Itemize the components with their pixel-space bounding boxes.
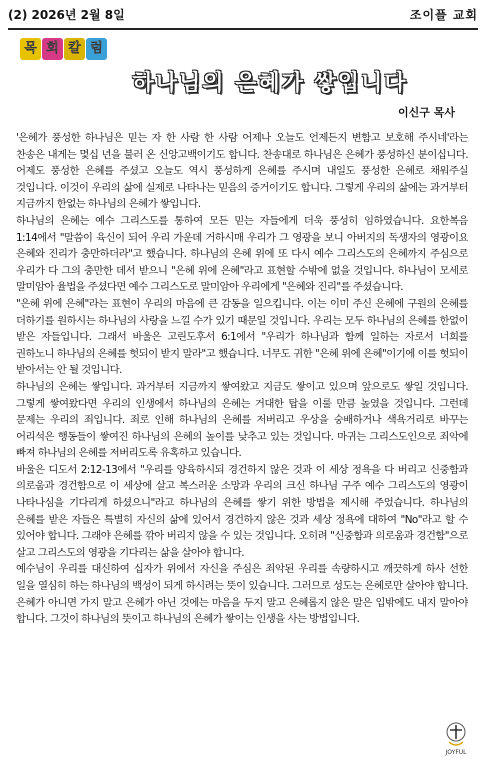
column-title: 하나님의 은혜가 쌓입니다 bbox=[132, 71, 408, 96]
column-tag bbox=[20, 38, 107, 60]
page-header bbox=[8, 6, 478, 24]
column-tag-char: 럼 bbox=[86, 38, 107, 60]
body-paragraph: '은혜가 풍성한 하나님은 믿는 자 한 사람 한 사람 어제나 오늘도 언제든지 변함고 보호해 주시네'라는 찬송은 내게는 몇십 년을 불러 온 신앙고백이기도 합니다. 찬송대로 하나님은 은혜가 풍성하신 분이십니다. 어제도 풍성한 은혜를 주셨고 오늘도 역시 풍성하게 은혜를 주시며 내일도 풍성한 은혜로 채워주실 것입니다. 이것이 우리의 삶에 실제로 나타나는 믿음의 증거이기도 합니다. 그렇게 우리의 삶에는 과거부터 지금까지 한없는 하나님의 은혜가 쌓입니다. bbox=[16, 132, 468, 211]
column-body bbox=[16, 130, 468, 758]
body-paragraph: 하나님의 은혜는 예수 그리스도를 통하여 모든 믿는 자들에게 더욱 풍성히 임하였습니다. 요한복음 1:14에서 "말씀이 육신이 되어 우리 가운데 거하시매 우리가 그 영광을 보니 아버지의 독생자의 영광이요 은혜와 진리가 충만하더라"고 했습니다. 하나님의 은혜 위에 또 다시 예수 그리스도의 은혜까지 주심으로 우리가 다 그의 충만한 데서 받으니 "은혜 위에 은혜"라고 표현할 수밖에 없을 것입니다. 하나님이 모세로 말미암아 율법을 주셨다면 예수 그리스도로 말미암아 우리에게 "은혜와 진리"를 주셨습니다. bbox=[16, 214, 468, 294]
church-name: 조이플 교회 bbox=[409, 8, 478, 22]
issue-date: (2) 2026년 2월 8일 bbox=[8, 8, 125, 22]
column-tag-char: 회 bbox=[42, 38, 63, 60]
column-author: 이신구 목사 bbox=[398, 106, 455, 119]
column-tag-char: 목 bbox=[20, 38, 41, 60]
body-paragraph: 바울은 디도서 2:12-13에서 "우리를 양육하시되 경건하지 않은 것과 이 세상 정욕을 다 버리고 신중함과 의로움과 경건함으로 이 세상에 살고 복스러운 소망과 우리의 크신 하나님 구주 예수 그리스도의 영광이 나타나심을 기다리게 하셨으니"라고 하나님의 은혜를 쌓기 위한 방법을 제시해 주었습니다. 하나님의 은혜를 받은 자들은 특별히 자신의 삶에 있어서 경건하지 않은 것과 세상 정욕에 대하여 "No"라고 할 수 있어야 합니다. 그래야 은혜를 깎아 버리지 않을 수 있는 것입니다. 오히려 "신중함과 의로움과 경건함"으로 살고 그리스도의 영광을 기다리는 삶을 살아야 합니다. bbox=[16, 463, 468, 559]
logo-text: JOYFUL bbox=[445, 749, 467, 756]
column-tag-char: 칼 bbox=[64, 38, 85, 60]
body-paragraph: "은혜 위에 은혜"라는 표현이 우리의 마음에 큰 감동을 일으킵니다. 이는 이미 주신 은혜에 구원의 은혜를 더하기를 원하시는 하나님의 사랑을 느낄 수가 있기 때문일 것입니다. 우리는 모두 하나님의 은혜를 한없이 받은 자들입니다. 그래서 바울은 고린도후서 6:1에서 "우리가 하나님과 함께 일하는 자로서 너희를 권하노니 하나님의 은혜를 헛되이 받지 말라"고 했습니다. 너무도 귀한 "은혜 위에 은혜"이기에 이를 헛되이 받아서는 안 될 것입니다. bbox=[16, 297, 468, 377]
logo-graphic-icon bbox=[439, 720, 473, 758]
body-paragraph: 하나님의 은혜는 쌓입니다. 과거부터 지금까지 쌓여왔고 지금도 쌓이고 있으며 앞으로도 쌓일 것입니다. 그렇게 쌓여왔다면 우리의 인생에서 하나님의 은혜는 거대한 탑을 이룰 만큼 높였을 것입니다. 그런데 문제는 우리의 죄입니다. 죄로 인해 하나님의 은혜를 저버리고 우상을 숭배하거나 색욕거리로 바꾸는 어리석은 행동들이 쌓여진 하나님의 은혜의 높이를 낮추고 있는 것입니다. 마귀는 그리스도인으로 죄악에 빠져 하나님의 은혜를 저버리도록 유혹하고 있습니다. bbox=[16, 380, 468, 460]
joyful-church-logo-icon bbox=[439, 720, 473, 758]
body-paragraph: 예수님이 우리를 대신하여 십자가 위에서 자신을 주심은 죄악된 우리를 속량하시고 깨끗하게 하사 선한 일을 열심히 하는 하나님의 백성이 되게 하시려는 뜻이 있습니다. 그러므로 성도는 은혜로만 살아야 합니다. 은혜가 아니면 가지 말고 은혜가 아닌 것에는 마음을 두지 말고 은혜롭지 않은 말은 입밖에도 내지 말아야 합니다. 그것이 하나님의 뜻이고 하나님의 은혜가 쌓이는 인생을 사는 방법입니다. bbox=[16, 563, 468, 626]
header-divider bbox=[8, 28, 478, 30]
